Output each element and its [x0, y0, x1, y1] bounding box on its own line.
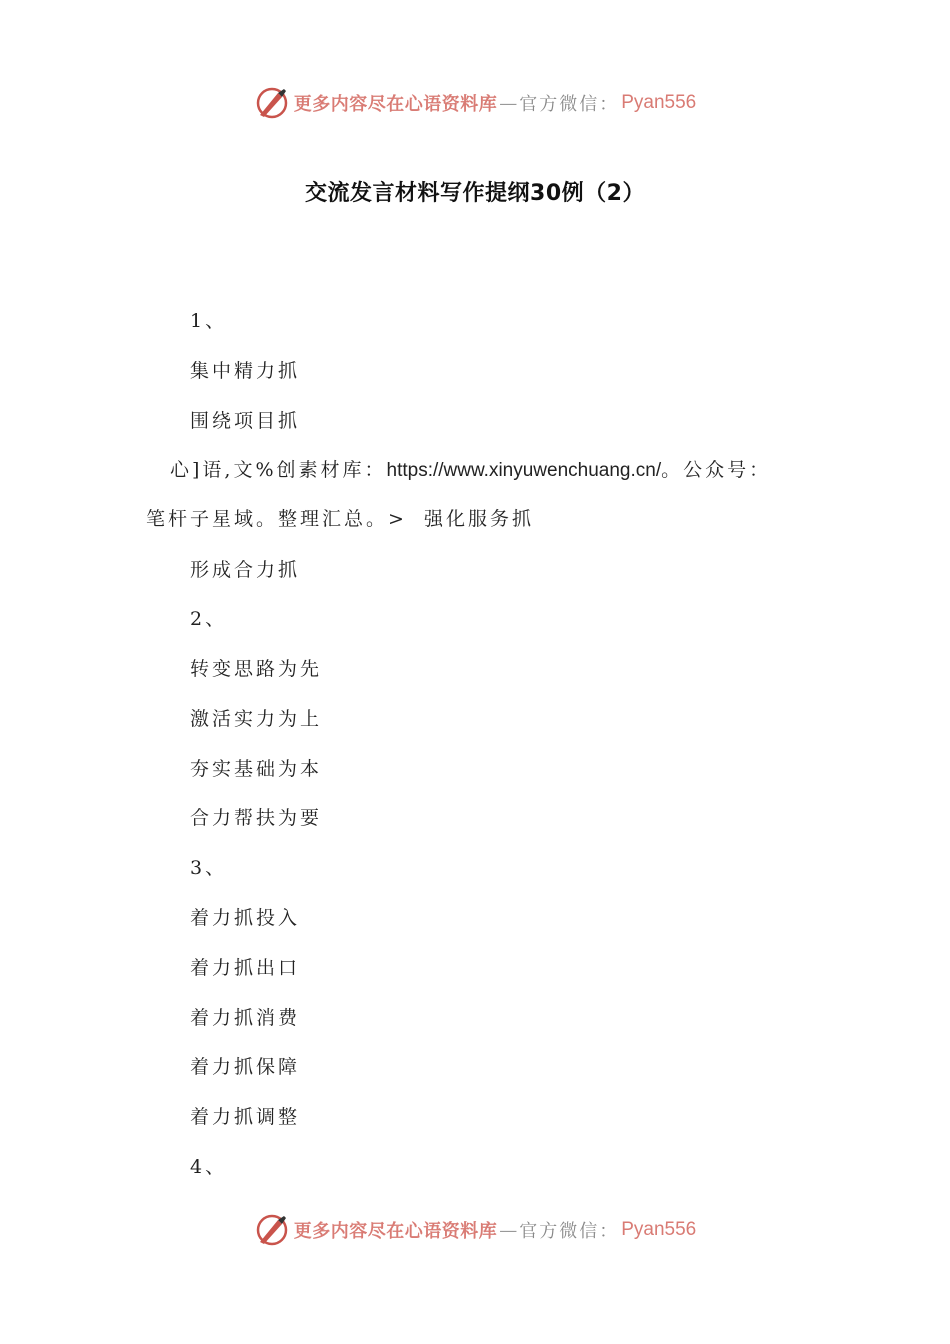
section-number-2: 2、 [190, 608, 228, 630]
footer-watermark [0, 1210, 950, 1250]
pen-logo-icon [254, 1212, 290, 1248]
watermark-wechat-id: Pyan556 [621, 92, 697, 113]
list-item: 集中精力抓 [190, 360, 301, 382]
list-item: 转变思路为先 [190, 658, 323, 680]
watermark-main-text: 更多内容尽在心语资料库 [293, 94, 498, 115]
source-note-line [170, 455, 771, 482]
list-item: 着力抓出口 [190, 957, 301, 979]
list-item: 强化服务抓 [424, 508, 535, 530]
list-item: 形成合力抓 [190, 559, 301, 581]
watermark-dash: — [499, 92, 518, 114]
list-item: 围绕项目抓 [190, 410, 301, 432]
section-number-1: 1、 [190, 310, 228, 332]
watermark-main-text: 更多内容尽在心语资料库 [293, 1221, 498, 1242]
watermark-wechat-label: 官方微信： [519, 94, 620, 115]
header-watermark [0, 83, 950, 123]
list-item: 夯实基础为本 [190, 758, 323, 780]
source-note-prefix: 心]语,文%创素材库： [170, 459, 387, 481]
pen-logo-icon [254, 85, 290, 121]
list-item: 着力抓调整 [190, 1106, 301, 1128]
watermark-dash: — [499, 1219, 518, 1241]
list-item: 激活实力为上 [190, 708, 323, 730]
list-item: 合力帮扶为要 [190, 807, 323, 829]
list-item: 着力抓保障 [190, 1056, 301, 1078]
list-item: 着力抓消费 [190, 1007, 301, 1029]
source-note-continuation: 笔杆子星域。整理汇总。> [146, 508, 407, 530]
watermark-wechat-id: Pyan556 [621, 1219, 697, 1240]
source-note-suffix: 。公众号： [661, 459, 772, 481]
list-item: 着力抓投入 [190, 907, 301, 929]
section-number-4: 4、 [190, 1156, 228, 1178]
source-url-link[interactable]: https://www.xinyuwenchuang.cn/ [386, 460, 662, 481]
document-title: 交流发言材料写作提纲30例（2） [305, 181, 645, 206]
watermark-wechat-label: 官方微信： [519, 1221, 620, 1242]
section-number-3: 3、 [190, 857, 228, 879]
